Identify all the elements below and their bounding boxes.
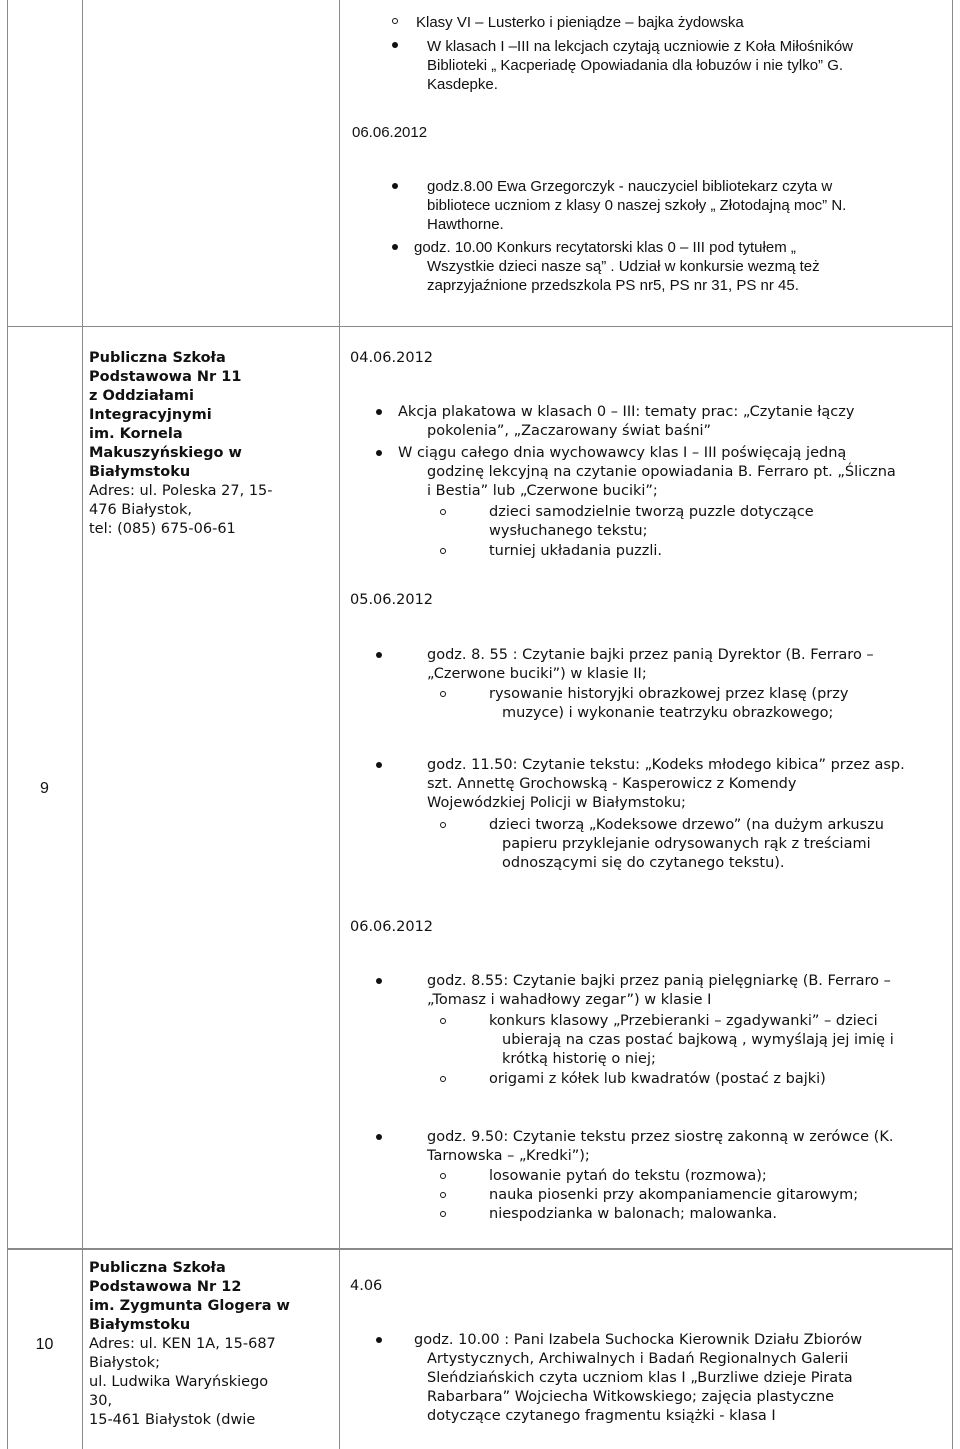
bullet-icon xyxy=(392,42,398,48)
bullet-icon xyxy=(376,1134,382,1140)
sub-list-item: losowanie pytań do tekstu (rozmowa); xyxy=(489,1168,767,1184)
row-number: 9 xyxy=(40,780,49,797)
sub-list-item: dzieci tworzą „Kodeksowe drzewo” (na dużym arkuszu papieru przyklejanie odrysowanych rąk z treściami odnoszącymi się do czytanego tekstu). xyxy=(489,817,884,871)
list-item: Akcja plakatowa w klasach 0 – III: tematy prac: „Czytanie łączy pokolenia”, „Zaczarowany świat baśni” xyxy=(398,404,855,439)
bullet-icon xyxy=(376,1337,382,1343)
circle-bullet-icon xyxy=(440,691,446,697)
bullet-icon xyxy=(376,450,382,456)
bullet-icon xyxy=(392,183,398,189)
list-item: godz. 10.00 Konkurs recytatorski klas 0 – III pod tytułem „ Wszystkie dzieci nasze są” . Udział w konkursie wezmą też zaprzyjaźnione przedszkola PS nr5, PS nr 31, PS nr 45. xyxy=(414,239,820,294)
circle-bullet-icon xyxy=(440,509,446,515)
school-info: Publiczna Szkoła Podstawowa Nr 12 im. Zygmunta Glogera w Białymstoku Adres: ul. KEN 1A, 15-687 Białystok; ul. Ludwika Waryńskiego 30, 15-461 Białystok (dwie xyxy=(89,1260,290,1428)
sub-list-item: Klasy VI – Lusterko i pieniądze – bajka żydowska xyxy=(416,14,744,31)
row-number: 10 xyxy=(35,1336,54,1353)
bullet-icon xyxy=(376,652,382,658)
date-heading: 05.06.2012 xyxy=(350,592,434,608)
date-heading: 06.06.2012 xyxy=(352,124,428,141)
sub-list-item: rysowanie historyjki obrazkowej przez klasę (przy muzyce) i wykonanie teatrzyku obrazkowego; xyxy=(489,686,849,721)
bullet-icon xyxy=(376,762,382,768)
date-heading: 04.06.2012 xyxy=(350,350,434,366)
list-item: godz. 8. 55 : Czytanie bajki przez panią Dyrektor (B. Ferraro – „Czerwone buciki”) w klasie II; xyxy=(427,647,874,682)
circle-bullet-icon xyxy=(440,1018,446,1024)
bullet-icon xyxy=(376,978,382,984)
circle-bullet-icon xyxy=(440,1076,446,1082)
number-cell xyxy=(8,0,83,326)
list-item: godz. 10.00 : Pani Izabela Suchocka Kierownik Działu Zbiorów Artystycznych, Archiwalnych i Badań Regionalnych Galerii Sleńdziańskich czyta uczniom klas I „Burzliwe dzieje Pirata Rabarbara” Wojciecha Witkowskiego; zajęcia plastyczne dotyczące czytanego fragmentu książki - klasa I xyxy=(414,1332,863,1424)
sub-list-item: origami z kółek lub kwadratów (postać z bajki) xyxy=(489,1071,826,1087)
list-item: godz.8.00 Ewa Grzegorczyk - nauczyciel bibliotekarz czyta w bibliotece uczniom z klasy 0 naszej szkoły „ Złotodajną moc” N. Hawthorne. xyxy=(427,178,847,233)
sub-list-item: nauka piosenki przy akompaniamencie gitarowym; xyxy=(489,1187,859,1203)
sub-list-item: konkurs klasowy „Przebieranki – zgadywanki” – dzieci ubierają na czas postać bajkową , wymyślają jej imię i krótką historię o niej; xyxy=(489,1013,894,1067)
bullet-icon xyxy=(392,244,398,250)
circle-bullet-icon xyxy=(392,18,398,24)
date-heading: 06.06.2012 xyxy=(350,919,434,935)
list-item: godz. 8.55: Czytanie bajki przez panią pielęgniarkę (B. Ferraro – „Tomasz i wahadłowy zegar”) w klasie I xyxy=(427,973,891,1008)
sub-list-item: dzieci samodzielnie tworzą puzzle dotyczące wysłuchanego tekstu; xyxy=(489,504,814,539)
school-info: Publiczna Szkoła Podstawowa Nr 11 z Oddziałami Integracyjnymi im. Kornela Makuszyńskiego w Białymstoku Adres: ul. Poleska 27, 15- 476 Białystok, tel: (085) 675-06-61 xyxy=(89,350,273,537)
circle-bullet-icon xyxy=(440,1173,446,1179)
circle-bullet-icon xyxy=(440,548,446,554)
school-cell xyxy=(83,0,340,326)
sub-list-item: niespodzianka w balonach; malowanka. xyxy=(489,1206,777,1222)
date-heading: 4.06 xyxy=(350,1278,383,1294)
list-item: W ciągu całego dnia wychowawcy klas I – III poświęcają jedną godzinę lekcyjną na czytanie opowiadania B. Ferraro pt. „Śliczna i Bestia” lub „Czerwone buciki”; xyxy=(398,445,896,499)
bullet-icon xyxy=(376,409,382,415)
circle-bullet-icon xyxy=(440,1211,446,1217)
list-item: godz. 11.50: Czytanie tekstu: „Kodeks młodego kibica” przez asp. szt. Annettę Grochowską - Kasperowicz z Komendy Wojewódzkiej Policji w Białymstoku; xyxy=(427,757,905,811)
circle-bullet-icon xyxy=(440,1192,446,1198)
sub-list-item: turniej układania puzzli. xyxy=(489,543,663,559)
list-item: W klasach I –III na lekcjach czytają uczniowie z Koła Miłośników Biblioteki „ Kacperiadę Opowiadania dla łobuzów i nie tylko” G. Kasdepke. xyxy=(427,38,854,93)
list-item: godz. 9.50: Czytanie tekstu przez siostrę zakonną w zerówce (K. Tarnowska – „Kredki”); xyxy=(427,1129,894,1164)
circle-bullet-icon xyxy=(440,822,446,828)
